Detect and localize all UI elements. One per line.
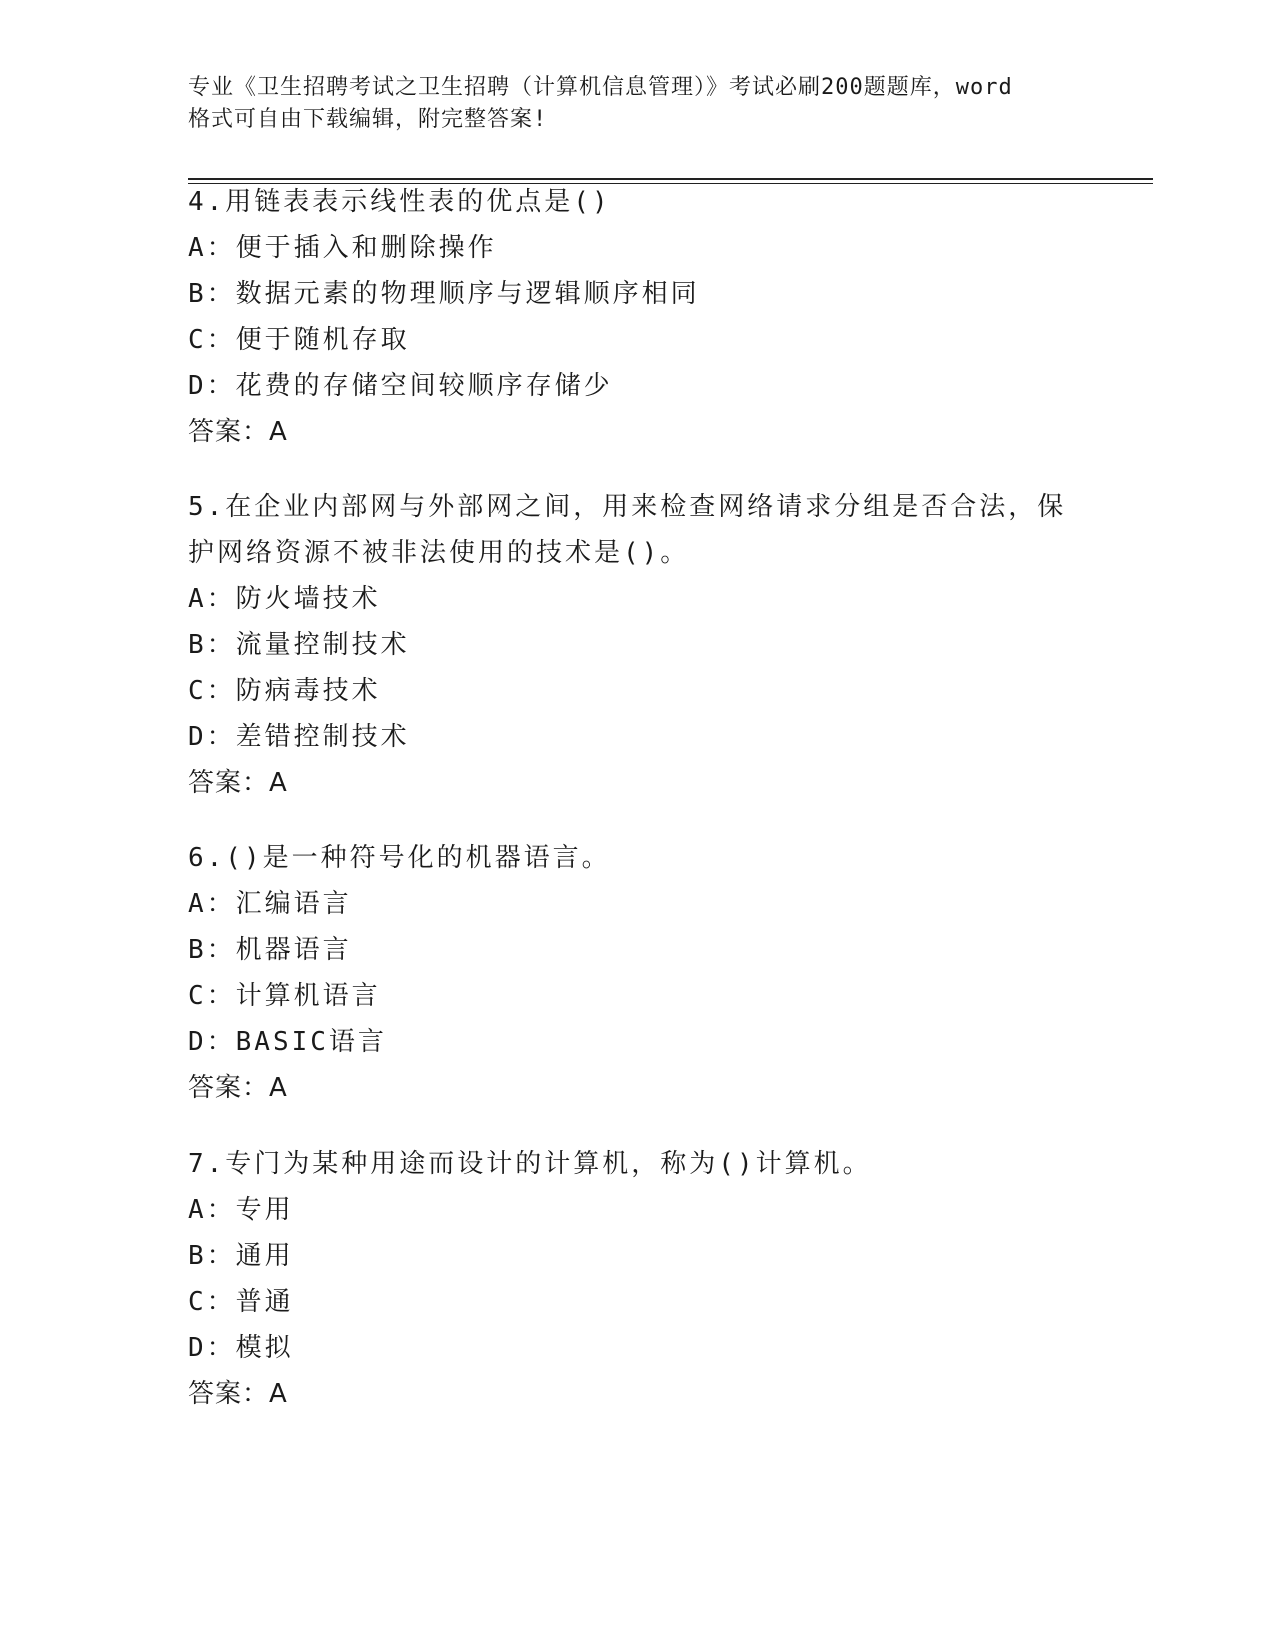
option-a: A：便于插入和删除操作 (188, 233, 497, 263)
question-stem: 6.()是一种符号化的机器语言。 (188, 843, 611, 873)
question-stem: 4.用链表表示线性表的优点是() (188, 187, 611, 217)
question-6 (188, 835, 1088, 1111)
answer: 答案：A (188, 768, 288, 798)
option-d: D：差错控制技术 (188, 722, 410, 752)
option-a: A：专用 (188, 1195, 294, 1225)
option-d: D：模拟 (188, 1333, 294, 1363)
option-c: C：普通 (188, 1287, 294, 1317)
option-c: C：便于随机存取 (188, 325, 410, 355)
question-stem: 7.专门为某种用途而设计的计算机，称为()计算机。 (188, 1149, 872, 1179)
option-d: D：BASIC语言 (188, 1027, 387, 1057)
question-4 (188, 179, 1088, 455)
option-a: A：汇编语言 (188, 889, 352, 919)
question-stem-line-2: 护网络资源不被非法使用的技术是()。 (188, 538, 690, 568)
header-line-1: 专业《卫生招聘考试之卫生招聘（计算机信息管理）》考试必刷200题题库，word (188, 75, 1013, 100)
answer: 答案：A (188, 1379, 288, 1409)
question-7 (188, 1141, 1088, 1417)
option-b: B：数据元素的物理顺序与逻辑顺序相同 (188, 279, 700, 309)
option-b: B：流量控制技术 (188, 630, 410, 660)
document-header (188, 72, 1088, 136)
question-stem-line-1: 5.在企业内部网与外部网之间，用来检查网络请求分组是否合法，保 (188, 492, 1067, 522)
option-b: B：通用 (188, 1241, 294, 1271)
option-c: C：计算机语言 (188, 981, 381, 1011)
option-b: B：机器语言 (188, 935, 352, 965)
option-d: D：花费的存储空间较顺序存储少 (188, 371, 613, 401)
answer: 答案：A (188, 1073, 288, 1103)
option-a: A：防火墙技术 (188, 584, 381, 614)
option-c: C：防病毒技术 (188, 676, 381, 706)
question-5 (188, 484, 1088, 806)
answer: 答案：A (188, 417, 288, 447)
header-line-2: 格式可自由下载编辑，附完整答案! (188, 107, 548, 132)
